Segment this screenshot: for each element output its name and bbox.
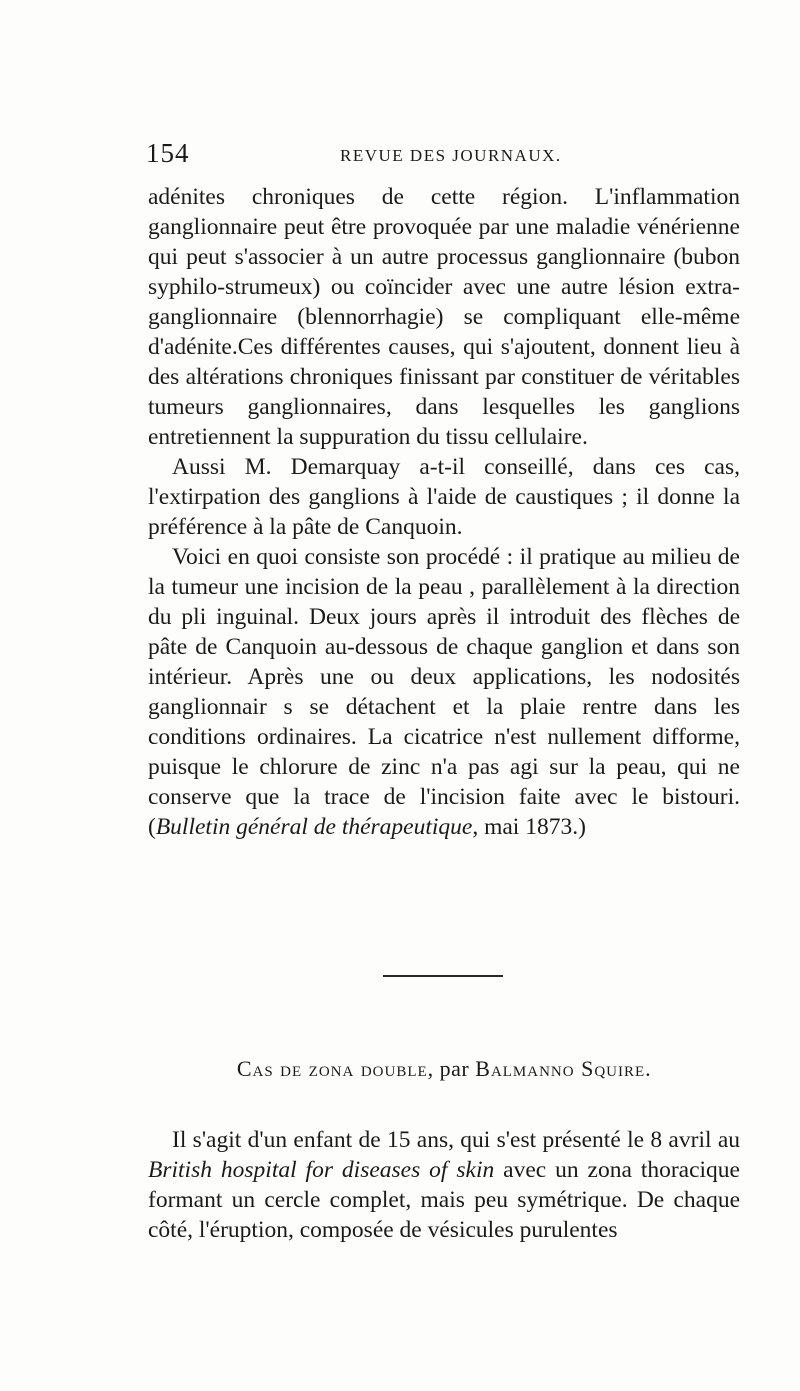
citation-journal: Bulletin général de thérapeutique (155, 814, 473, 840)
hospital-name: British hospital for diseases of skin (148, 1157, 495, 1183)
section-title (148, 1056, 740, 1082)
paragraph-3 (148, 542, 740, 842)
zona-paragraph (148, 1125, 740, 1245)
page-header (140, 138, 740, 178)
article-zona (148, 1125, 740, 1245)
section-title-end: . (645, 1056, 652, 1081)
section-title-main: Cas de zona double (236, 1056, 428, 1081)
section-divider (383, 975, 503, 977)
zona-text-start: Il s'agit d'un enfant de 15 ans, qui s'est présenté le 8 avril au (172, 1127, 740, 1153)
paragraph-3-text: Voici en quoi consiste son procédé : il pratique au milieu de la tumeur une incision de la peau , parallèlement à la direction du pli inguinal. Deux jours après il introduit des flèches de pâte de Canquoin au-dessous de chaque ganglion et dans son intérieur. Après une ou deux applications, les nodosités ganglionnair s se détachent et la plaie rentre dans les conditions ordinaires. La cicatrice n'est nullement difforme, puisque le chlorure de zinc n'a pas agi sur la peau, qui ne conserve que la trace de l'incision faite avec le bistouri. (148, 544, 740, 810)
zona-text-end: avec un zona thoracique formant un cercle complet, mais peu symétrique. De chaque côté, l'éruption, composée de vésicules purulentes (148, 1157, 740, 1243)
paragraph-2: Aussi M. Demarquay a-t-il conseillé, dans ces cas, l'extirpation des ganglions à l'aide de caustiques ; il donne la préférence à la pâte de Canquoin. (148, 454, 740, 540)
section-title-by: , par (427, 1056, 476, 1081)
page-number: 154 (146, 138, 190, 168)
citation-date: , mai 1873.) (472, 814, 586, 840)
running-head: REVUE DES JOURNAUX. (340, 146, 562, 165)
citation-open: ( (148, 814, 156, 840)
article-demarquay (148, 182, 740, 842)
section-title-author: Balmanno Squire (475, 1056, 646, 1081)
paragraph-1: adénites chroniques de cette région. L'inflammation ganglionnaire peut être provoquée par une maladie vénérienne qui peut s'associer à un autre processus ganglionnaire (bubon syphilo-strumeux) ou coïncider avec une autre lésion extra-ganglionnaire (blennorrhagie) se compliquant elle-même d'adénite.Ces différentes causes, qui s'ajoutent, donnent lieu à des altérations chroniques finissant par constituer de véritables tumeurs ganglionnaires, dans lesquelles les ganglions entretiennent la suppuration du tissu cellulaire. (148, 184, 740, 450)
